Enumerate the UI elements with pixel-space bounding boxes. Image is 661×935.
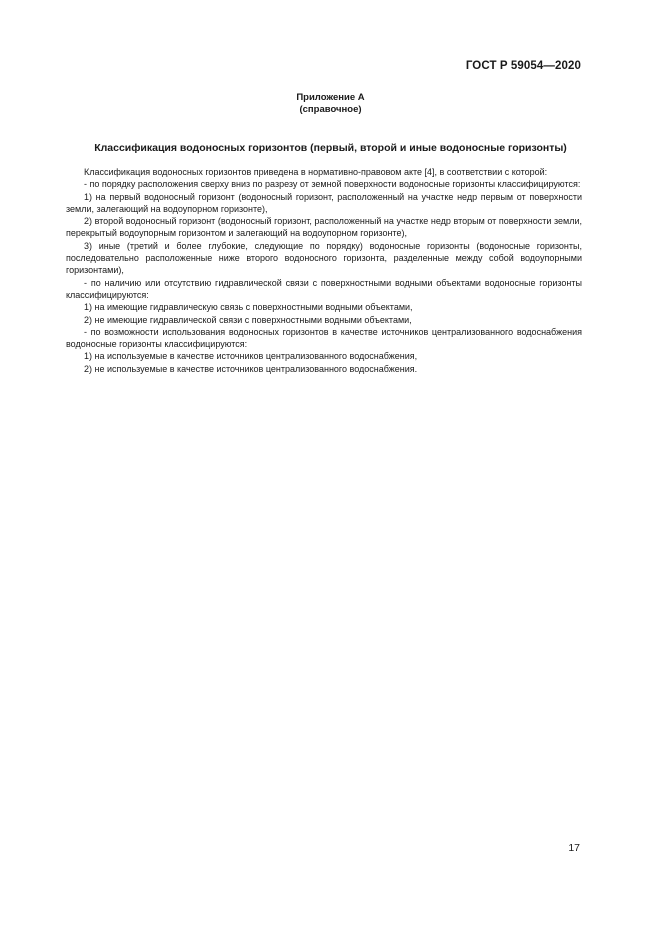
- paragraph: 1) на имеющие гидравлическую связь с поверхностными водными объектами,: [84, 302, 413, 313]
- paragraph: 1) на первый водоносный горизонт (водоносный горизонт, расположенный на участке недр первым от поверхности земли, залегающий на водоупорном горизонте),: [66, 191, 582, 214]
- paragraph: - по наличию или отсутствию гидравлической связи с поверхностными водными объектами водоносные горизонты классифицируются:: [66, 277, 582, 300]
- paragraph: 2) не используемые в качестве источников централизованного водоснабжения.: [84, 363, 418, 374]
- paragraph: Классификация водоносных горизонтов приведена в нормативно-правовом акте [4], в соответствии с которой:: [84, 167, 548, 177]
- annex-subtitle: (справочное): [299, 104, 362, 115]
- body-text: [66, 166, 582, 375]
- page-number: 17: [568, 842, 580, 854]
- paragraph: 2) второй водоносный горизонт (водоносный горизонт, расположенный на участке недр вторым от поверхности земли, перекрытый водоупорным горизонтом и залегающий на водоупорном горизонте),: [66, 216, 582, 239]
- paragraph: - по порядку расположения сверху вниз по разрезу от земной поверхности водоносные горизонты классифицируются:: [84, 179, 581, 190]
- paragraph: 2) не имеющие гидравлической связи с поверхностными водными объектами,: [84, 314, 412, 325]
- paragraph: 3) иные (третий и более глубокие, следующие по порядку) водоносные горизонты (водоносные горизонты, последовательно расположенные ниже второго водоносного горизонта, разделенные между собой водоупорными горизонтами),: [66, 240, 582, 276]
- annex-title: Приложение А: [296, 92, 365, 103]
- paragraph: - по возможности использования водоносных горизонтов в качестве источников централизованного водоснабжения водоносные горизонты классифицируются:: [66, 326, 582, 350]
- document-code: ГОСТ Р 59054—2020: [465, 60, 581, 72]
- annex-header: [0, 92, 661, 116]
- section-heading: Классификация водоносных горизонтов (первый, второй и иные водоносные горизонты): [94, 142, 567, 154]
- paragraph: 1) на используемые в качестве источников централизованного водоснабжения,: [84, 351, 418, 362]
